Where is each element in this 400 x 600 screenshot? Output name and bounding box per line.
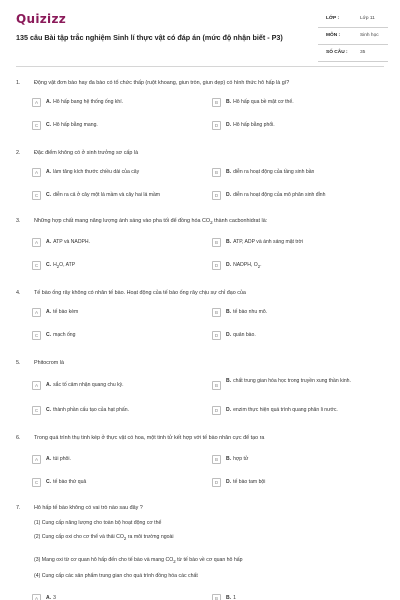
option-b-box[interactable]: B (212, 308, 221, 317)
option-b[interactable]: B B. 1 (212, 591, 388, 600)
document-header (0, 0, 400, 72)
question-text: Động vật đơn bào hay đa bào có tổ chức thấp (ruột khoang, giun tròn, giun dẹp) có hình thức hô hấp là gì? (34, 80, 290, 86)
document-meta (318, 13, 388, 64)
option-b[interactable]: B B. diễn ra hoạt động của tầng sinh bần (212, 165, 388, 181)
question-number: 3. (16, 218, 21, 224)
option-a[interactable]: A A. tế bào kèm (32, 305, 204, 321)
option-a-box[interactable]: A (32, 455, 41, 464)
question-number: 4. (16, 290, 21, 296)
question-text: Trong quá trình thụ tinh kép ở thực vật có hoa, một tinh tử kết hợp với tế bào nhân cực để tạo ra (34, 435, 265, 441)
option-c-box[interactable]: C (32, 121, 41, 130)
option-c-box[interactable]: C (32, 331, 41, 340)
question-text: Những hợp chất mang năng lượng ánh sáng vào pha tối để đồng hóa $CO_2$ thành cacbonhidrat là: (34, 218, 268, 226)
option-d-box[interactable]: D (212, 406, 221, 415)
header-divider (16, 66, 384, 67)
option-c-box[interactable]: C (32, 261, 41, 270)
question-number: 2. (16, 150, 21, 156)
question-text: Hô hấp tế bào không có vai trò nào sau đây ? (34, 505, 143, 511)
question-text: Phitocrom là (34, 360, 64, 366)
option-a[interactable]: A A. làm tăng kích thước chiều dài của cây (32, 165, 204, 181)
option-b-box[interactable]: B (212, 381, 221, 390)
option-b[interactable]: B B. ATP, ADP và ánh sáng mặt trời (212, 235, 388, 251)
option-b-box[interactable]: B (212, 455, 221, 464)
option-b-box[interactable]: B (212, 238, 221, 247)
option-b-box[interactable]: B (212, 98, 221, 107)
option-b-box[interactable]: B (212, 594, 221, 600)
question-number: 7. (16, 505, 21, 511)
question-text: Đặc điểm không có ở sinh trưởng sơ cấp là (34, 150, 139, 156)
option-a-box[interactable]: A (32, 168, 41, 177)
option-c[interactable]: C C. tế bào thứ quả (32, 475, 204, 491)
meta-grade: LỚP : Lớp 11 (318, 13, 388, 28)
option-c[interactable]: C C. mạch ống (32, 328, 204, 344)
option-c[interactable]: C C. diễn ra cả ở cây một lá mầm và cây hai lá mầm (32, 188, 204, 204)
option-a-box[interactable]: A (32, 308, 41, 317)
option-d-box[interactable]: D (212, 331, 221, 340)
option-c[interactable]: C C. $H_2O$, ATP (32, 258, 204, 274)
document-title: 135 câu Bài tập trắc nghiệm Sinh lí thực vật có đáp án (mức độ nhận biết - P3) (16, 33, 283, 42)
option-d[interactable]: D D. tế bào tam bội (212, 475, 388, 491)
option-d[interactable]: D D. quản bào. (212, 328, 388, 344)
option-d[interactable]: D D. diễn ra hoạt động của mô phân sinh đỉnh (212, 188, 388, 204)
option-b[interactable]: B B. Hô hấp qua bề mặt cơ thể. (212, 95, 388, 111)
option-c-box[interactable]: C (32, 191, 41, 200)
option-a[interactable]: A A. ATP và NADPH. (32, 235, 204, 251)
statement-3: (3) Mang oxi từ cơ quan hô hấp đến cho tế bào và mang $CO_2$ từ tế bào về cơ quan hô hấp (34, 557, 243, 565)
question-text: Tế bào ống rây không có nhân tế bào. Hoạt động của tế bào ống rây chịu sự chỉ đạo của (34, 290, 246, 296)
meta-subject: MÔN : Sinh học (318, 30, 388, 45)
option-a-box[interactable]: A (32, 381, 41, 390)
option-b[interactable]: B B. chất trung gian hóa học trong truyền xung thần kinh. (212, 378, 388, 394)
quizizz-logo: Quizizz (16, 12, 67, 26)
option-d-box[interactable]: D (212, 121, 221, 130)
question-number: 1. (16, 80, 21, 86)
option-d-box[interactable]: D (212, 478, 221, 487)
option-d[interactable]: D D. NADPH, $O_2$. (212, 258, 388, 274)
option-d[interactable]: D D. enzim thực hiện quá trình quang phân li nước. (212, 403, 388, 419)
option-a[interactable]: A A. sắc tố cảm nhận quang chu kỳ. (32, 378, 204, 394)
question-number: 5. (16, 360, 21, 366)
statement-4: (4) Cung cấp các sản phẩm trung gian cho quá trình đồng hóa các chất (34, 573, 198, 579)
question-number: 6. (16, 435, 21, 441)
option-c[interactable]: C C. Hô hấp bằng mang. (32, 118, 204, 134)
option-c[interactable]: C C. thành phần cấu tạo của hạt phấn. (32, 403, 204, 419)
option-c-box[interactable]: C (32, 406, 41, 415)
option-d-box[interactable]: D (212, 261, 221, 270)
option-b[interactable]: B B. tế bào nhu mô. (212, 305, 388, 321)
option-b-box[interactable]: B (212, 168, 221, 177)
option-a-box[interactable]: A (32, 98, 41, 107)
option-b[interactable]: B B. hợp tử (212, 452, 388, 468)
statement-2: (2) Cung cấp oxi cho cơ thể và thải $CO_2$ ra môi trường ngoài (34, 534, 174, 542)
meta-question-count: SỐ CÂU : 35 (318, 47, 388, 62)
option-a-box[interactable]: A (32, 238, 41, 247)
statement-1: (1) Cung cấp năng lượng cho toàn bộ hoạt động cơ thể (34, 520, 162, 526)
option-d[interactable]: D D. Hô hấp bằng phổi. (212, 118, 388, 134)
option-a[interactable]: A A. 3 (32, 591, 204, 600)
option-a[interactable]: A A. túi phôi. (32, 452, 204, 468)
option-c-box[interactable]: C (32, 478, 41, 487)
option-a[interactable]: A A. Hô hấp bang hệ thống ống khí. (32, 95, 204, 111)
option-d-box[interactable]: D (212, 191, 221, 200)
option-a-box[interactable]: A (32, 594, 41, 600)
